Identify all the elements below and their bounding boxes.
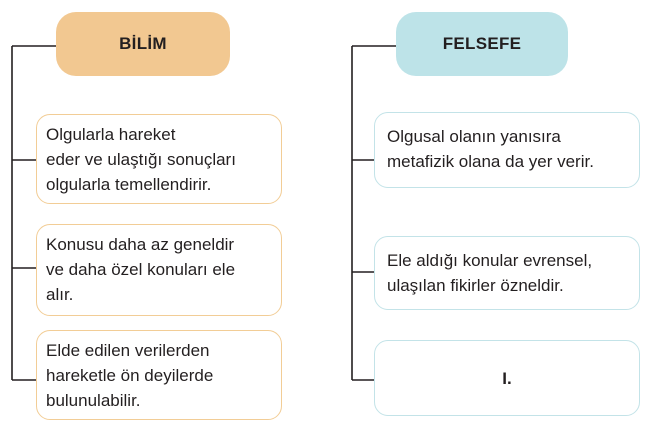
bilim-item-2-text: Konusu daha az geneldir ve daha özel konuları ele alır.: [46, 235, 236, 304]
bilim-item-3-text: Elde edilen verilerden hareketle ön deyilerde bulunulabilir.: [46, 341, 214, 410]
bilim-title: BİLİM: [119, 34, 167, 53]
felsefe-header: [396, 12, 568, 76]
bilim-item-1-text: Olgularla hareket eder ve ulaştığı sonuçları olgularla temellendirir.: [46, 125, 236, 194]
felsefe-item-3: [374, 340, 640, 416]
bilim-item-3: [36, 330, 282, 420]
bilim-header: [56, 12, 230, 76]
felsefe-item-1: [374, 112, 640, 188]
felsefe-item-2-text: Ele aldığı konular evrensel, ulaşılan fikirler özneldir.: [387, 251, 593, 295]
felsefe-title: FELSEFE: [442, 34, 522, 53]
bilim-item-2: [36, 224, 282, 316]
bilim-item-1: [36, 114, 282, 204]
felsefe-item-2: [374, 236, 640, 310]
felsefe-item-1-text: Olgusal olanın yanısıra metafizik olana da yer verir.: [387, 127, 594, 171]
felsefe-item-3-text: I.: [502, 368, 512, 388]
